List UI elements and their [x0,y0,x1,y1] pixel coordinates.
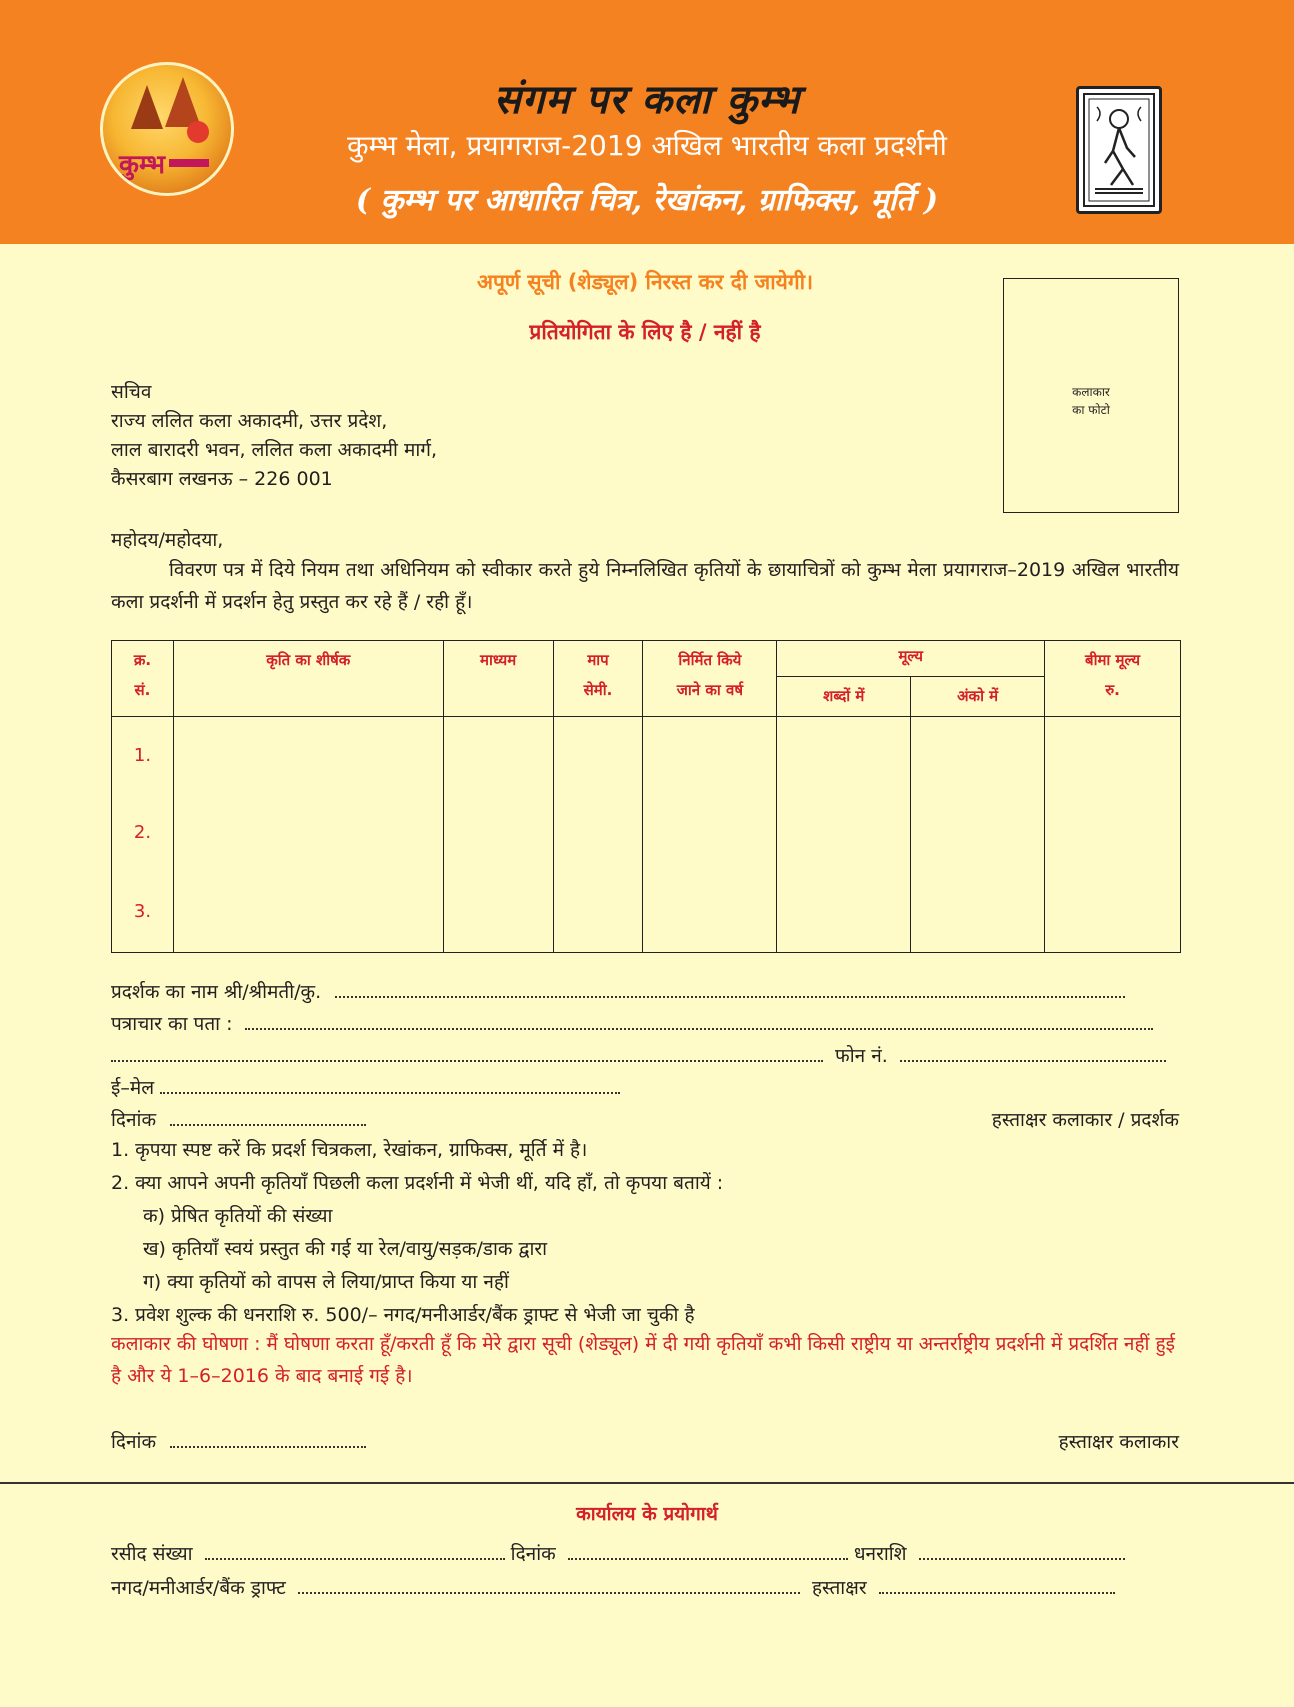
question-item: 1. कृपया स्पष्ट करें कि प्रदर्श चित्रकला, रेखांकन, ग्राफिक्स, मूर्ति में है। [111,1139,588,1161]
phone-field[interactable] [900,1046,1166,1062]
address-line: राज्य ललित कला अकादमी, उत्तर प्रदेश, [111,410,388,432]
row-number: 2. [112,795,174,871]
header-band [0,0,1294,244]
letter-body: विवरण पत्र में दिये नियम तथा अधिनियम को स्वीकार करते हुये निम्नलिखित कृतियों के छायाचित्रों को कुम्भ मेला प्रयागराज–2019 अखिल भारतीय कला प्रदर्शनी में प्रदर्शन हेतु प्रस्तुत कर रहे हैं / रही हूँ। [111,559,1179,613]
cell-value-words[interactable] [777,795,911,871]
amount-field[interactable] [919,1544,1125,1560]
phone-field-row [111,1042,1179,1072]
header-text: जाने का वर्ष [676,681,743,699]
office-date-field[interactable] [568,1544,848,1560]
final-signoff [111,1428,1179,1454]
header-year [643,641,777,717]
address-label: पत्राचार का पता : [111,1013,233,1035]
cell-year[interactable] [643,717,777,795]
row-number: 1. [112,717,174,795]
cell-year[interactable] [643,795,777,871]
salutation: महोदय/महोदया, [111,529,224,551]
page-tagline: ( कुम्भ पर आधारित चित्र, रेखांकन, ग्राफिक्स, मूर्ति ) [355,183,939,218]
cell-size[interactable] [553,795,643,871]
office-signature-field[interactable] [879,1578,1115,1594]
exhibitor-name-label: प्रदर्शक का नाम श्री/श्रीमती/कु. [111,981,322,1003]
header-text: निर्मित किये [678,651,742,669]
date-signature-row [111,1106,1179,1136]
cell-title[interactable] [173,795,443,871]
header-value-words: शब्दों में [777,677,911,717]
cell-value-figures[interactable] [911,717,1045,795]
cell-insurance[interactable] [1045,795,1181,871]
email-label: ई–मेल [111,1077,155,1099]
email-field[interactable] [160,1078,620,1094]
photo-box-label [1004,383,1178,419]
date-label: दिनांक [111,1109,157,1131]
recipient-address [111,378,437,494]
header-value-figures: अंको में [911,677,1045,717]
header-serial [112,641,174,717]
incomplete-notice: अपूर्ण सूची (शेड्यूल) निरस्त कर दी जायेगी। [476,270,814,294]
cell-medium[interactable] [443,871,553,953]
exhibitor-name-field[interactable] [335,982,1125,998]
photo-label-line: कलाकार [1072,385,1110,399]
header-title: कृति का शीर्षक [173,641,443,717]
header-text: क्र. [133,651,152,669]
address-line: सचिव [111,381,152,403]
artist-signature-label: हस्ताक्षर कलाकार [1058,1431,1179,1453]
competition-notice: प्रतियोगिता के लिए है / नहीं है [529,320,761,344]
header-insurance [1045,641,1181,717]
header-value: मूल्य [777,641,1045,677]
cell-value-figures[interactable] [911,795,1045,871]
header-text: रु. [1105,681,1120,699]
logo-text: कुम्भ [119,150,166,180]
question-item: 3. प्रवेश शुल्क की धनराशि रु. 500/– नगद/मनीआर्डर/बैंक ड्राफ्ट से भेजी जा चुकी है [111,1304,695,1326]
payment-mode-field[interactable] [298,1578,800,1594]
academy-emblem [1076,86,1162,214]
works-table [111,640,1181,953]
cell-insurance[interactable] [1045,871,1181,953]
divider [0,1482,1294,1484]
question-subitem: ख) कृतियाँ स्वयं प्रस्तुत की गई या रेल/वायु/सड़क/डाक द्वारा [143,1238,548,1260]
header-medium: माध्यम [443,641,553,717]
cell-medium[interactable] [443,717,553,795]
header-text: बीमा मूल्य [1085,651,1141,669]
cell-size[interactable] [553,717,643,795]
address-field-continued[interactable] [111,1046,823,1062]
amount-label: धनराशि [853,1543,907,1565]
table-row [112,795,1181,871]
page-subtitle: कुम्भ मेला, प्रयागराज-2019 अखिल भारतीय कला प्रदर्शनी [347,129,947,162]
email-field-row [111,1074,1179,1104]
artist-declaration: कलाकार की घोषणा : मैं घोषणा करता हूँ/करती हूँ कि मेरे द्वारा सूची (शेड्यूल) में दी गयी कृतियाँ कभी किसी राष्ट्रीय या अन्तर्राष्ट्रीय प्रदर्शनी में प्रदर्शित नहीं हुई है और ये 1–6–2016 के बाद बनाई गई है। [111,1333,1175,1387]
cell-title[interactable] [173,717,443,795]
photo-label-line: का फोटो [1072,403,1110,417]
question-subitem: ग) क्या कृतियों को वापस ले लिया/प्राप्त किया या नहीं [143,1271,509,1293]
page-title: संगम पर कला कुम्भ [493,76,801,123]
question-item: 2. क्या आपने अपनी कृतियाँ पिछली कला प्रदर्शनी में भेजी थीं, यदि हाँ, तो कृपया बतायें : [111,1172,724,1194]
office-date-label: दिनांक [510,1543,556,1565]
question-subitem: क) प्रेषित कृतियों की संख्या [143,1205,333,1227]
address-field[interactable] [245,1014,1153,1030]
address-field-row [111,1010,1179,1040]
date-field[interactable] [170,1432,366,1448]
cell-insurance[interactable] [1045,717,1181,795]
payment-mode-row [111,1574,1179,1604]
name-field-row [111,978,1179,1008]
header-size [553,641,643,717]
signature-label: हस्ताक्षर कलाकार / प्रदर्शक [991,1109,1179,1131]
phone-label: फोन नं. [835,1045,888,1067]
row-number: 3. [112,871,174,953]
cell-year[interactable] [643,871,777,953]
cell-medium[interactable] [443,795,553,871]
sculpture-icon [1083,93,1155,207]
date-label: दिनांक [111,1431,157,1453]
receipt-field[interactable] [205,1544,505,1560]
cell-value-words[interactable] [777,717,911,795]
receipt-row [111,1540,1179,1570]
payment-mode-label: नगद/मनीआर्डर/बैंक ड्राफ्ट [111,1577,286,1599]
cell-size[interactable] [553,871,643,953]
header-text: माप [587,651,609,669]
address-line: लाल बारादरी भवन, ललित कला अकादमी मार्ग, [111,439,438,461]
cell-value-figures[interactable] [911,871,1045,953]
header-text: सं. [134,681,151,699]
date-field[interactable] [170,1110,366,1126]
office-signature-label: हस्ताक्षर [811,1577,867,1599]
header-text: सेमी. [583,681,613,699]
address-line: कैसरबाग लखनऊ – 226 001 [111,468,333,490]
table-row [112,717,1181,795]
receipt-label: रसीद संख्या [111,1543,193,1565]
table-row [112,871,1181,953]
cell-title[interactable] [173,871,443,953]
cell-value-words[interactable] [777,871,911,953]
office-use-title: कार्यालय के प्रयोगार्थ [576,1503,718,1525]
photo-box [1003,278,1179,513]
questions-list [111,1134,723,1332]
